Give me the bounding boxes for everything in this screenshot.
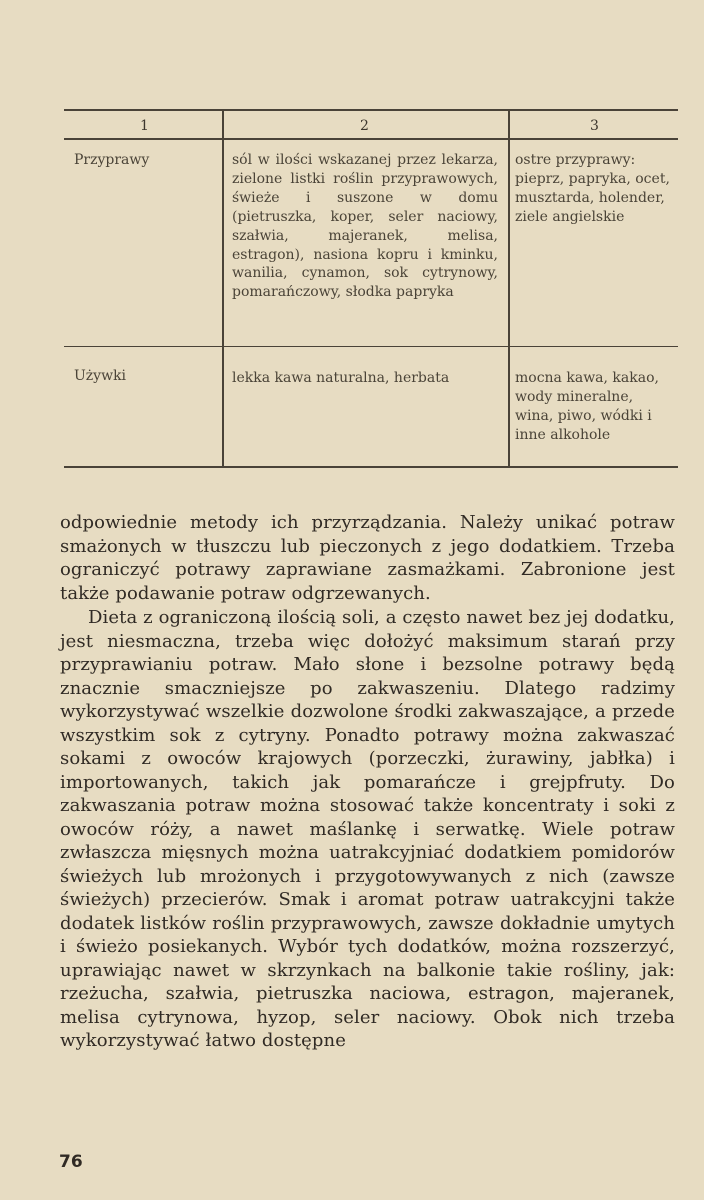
table-header-col-1: 1	[140, 118, 149, 134]
table-column-divider-1	[222, 111, 224, 466]
body-paragraph-2: Dieta z ograniczoną ilością soli, a często nawet bez jej dodatku, jest niesmaczna, trzeba więc dołożyć maksimum starań przy przyprawianiu potraw. Mało słone i bezsolne potrawy będą znacznie smaczniejsze po zakwaszeniu. Dlatego radzimy wykorzystywać wszelkie dozwolone środki zakwaszające, a przede wszystkim sok z cytryny. Ponadto potrawy można zakwaszać sokami z owoców krajowych (porzeczki, żurawiny, jabłka) i importowanych, takich jak pomarańcze i grejpfruty. Do zakwaszania potraw można stosować także koncentraty i soki z owoców róży, a nawet maślankę i serwatkę. Wiele potraw zwłaszcza mięsnych można uatrakcyjniać dodatkiem pomidorów świeżych lub mrożonych i przygotowywanych z nich (zawsze świeżych) przecierów. Smak i aromat potraw uatrakcyjni także dodatek listków roślin przyprawowych, zawsze dokładnie umytych i świeżo posiekanych. Wybór tych dodatków, można rozszerzyć, uprawiając nawet w skrzynkach na balkonie takie rośliny, jak: rzeżucha, szałwia, pietruszka naciowa, estragon, majeranek, melisa cytrynowa, hyzop, seler naciowy. Obok nich trzeba wykorzystywać łatwo dostępne	[60, 607, 675, 1051]
body-text	[60, 511, 675, 1053]
table-row-label-uzywki: Używki	[74, 368, 127, 384]
table-top-rule	[64, 109, 678, 111]
table-column-divider-2	[508, 111, 510, 466]
table-header-rule	[64, 138, 678, 140]
table-cell-allowed-uzywki: lekka kawa naturalna, herbata	[232, 370, 450, 386]
table-bottom-rule	[64, 466, 678, 468]
table-header-col-3: 3	[590, 118, 599, 134]
table-cell-forbidden-przyprawy: ostre przyprawy: pieprz, papryka, ocet, musztarda, holender, ziele angielskie	[515, 152, 670, 225]
table-header-col-2: 2	[360, 118, 369, 134]
body-paragraph-1: odpowiednie metody ich przyrządzania. Należy unikać potraw smażonych w tłuszczu lub pieczonych z jego dodatkiem. Trzeba ograniczyć potrawy zaprawiane zasmażkami. Zabronione jest także podawanie potraw odgrzewanych.	[60, 512, 675, 604]
table-cell-allowed-przyprawy: sól w ilości wskazanej przez lekarza, zielone listki roślin przyprawowych, świeże i suszone w domu (pietruszka, koper, seler naciowy, szałwia, majeranek, melisa, estragon), nasiona kopru i kminku, wanilia, cynamon, sok cytrynowy, pomarańczowy, słodka papryka	[232, 152, 498, 301]
table-cell-forbidden-uzywki: mocna kawa, kakao, wody mineralne, wina, piwo, wódki i inne alkohole	[515, 370, 659, 443]
table-row-divider	[64, 346, 678, 347]
page-number: 76	[59, 1152, 83, 1172]
table-row-label-przyprawy: Przyprawy	[74, 152, 150, 168]
